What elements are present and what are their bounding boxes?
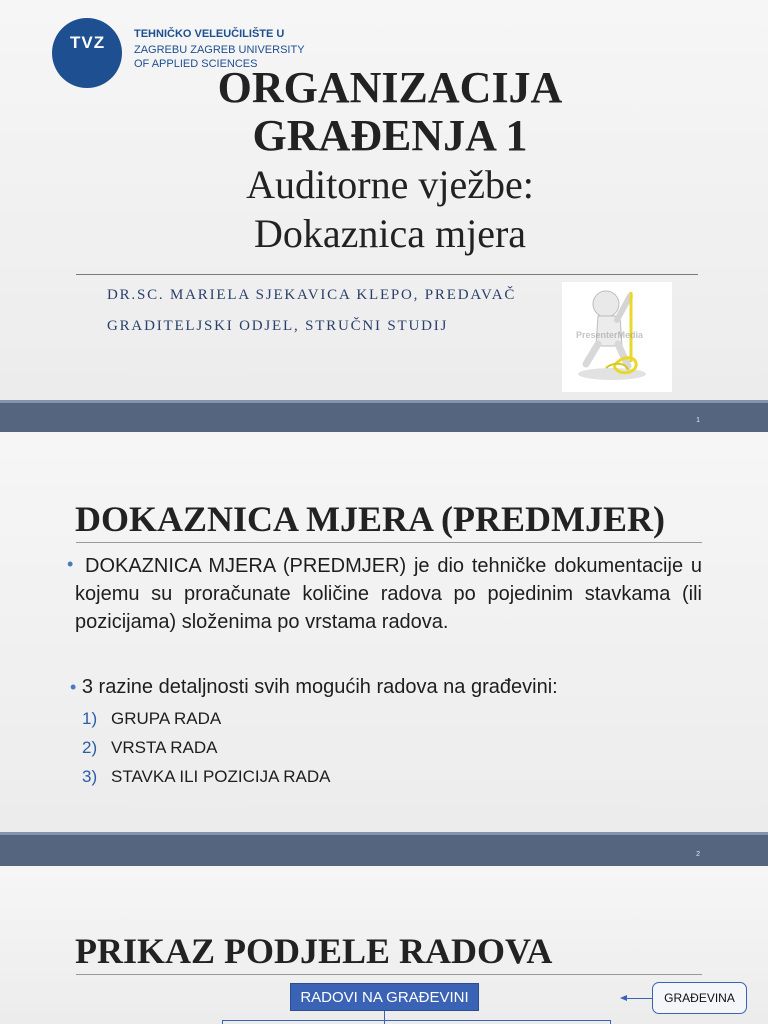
definition-paragraph (67, 552, 702, 636)
slide-podjela-radova (0, 866, 768, 1024)
slide-3-heading: PRIKAZ PODJELE RADOVA (75, 931, 553, 971)
tvz-logo-mark: TVZ (70, 33, 106, 52)
logo-line-2: ZAGREBU ZAGREB UNIVERSITY (134, 44, 305, 56)
tree-connector-left (222, 1020, 223, 1024)
slide-dokaznica (0, 432, 768, 832)
bullet-marker: • (67, 554, 74, 574)
building-label-box: GRAĐEVINA (652, 982, 747, 1014)
slide-title (0, 0, 768, 400)
author-line: DR.SC. MARIELA SJEKAVICA KLEPO, PREDAVAČ (107, 287, 517, 303)
logo-line-1: TEHNIČKO VELEUČILIŠTE U (134, 28, 285, 40)
tree-connector-horizontal (222, 1020, 610, 1021)
tree-connector-right (610, 1020, 611, 1024)
slide-2-footer-band (0, 832, 768, 866)
department-line: GRADITELJSKI ODJEL, STRUČNI STUDIJ (107, 318, 449, 334)
levels-text: 3 razine detaljnosti svih mogućih radova na građevini: (81, 676, 558, 698)
page-number-2: 2 (696, 851, 700, 858)
slide-1-footer-band (0, 400, 768, 432)
list-item: 2) VRSTA RADA (82, 738, 218, 757)
figure-with-measuring-tape-icon (562, 282, 672, 392)
heading-divider-3 (76, 974, 702, 975)
heading-divider (76, 542, 702, 543)
root-node-box: RADOVI NA GRAĐEVINI (290, 983, 479, 1011)
subtitle-line-2: Dokaznica mjera (253, 211, 527, 256)
list-item: 3) STAVKA ILI POZICIJA RADA (82, 767, 331, 786)
levels-bullet (70, 676, 558, 699)
arrow-line (626, 998, 652, 999)
title-line-1: ORGANIZACIJA (217, 63, 563, 112)
title-line-2: GRAĐENJA 1 (252, 111, 528, 160)
bullet-marker-2: • (70, 677, 77, 697)
list-item: 1) GRUPA RADA (82, 709, 222, 728)
watermark-text: PresenterMedia (576, 330, 644, 340)
subtitle-line-1: Auditorne vježbe: (246, 162, 534, 207)
page-number-1: 1 (696, 417, 700, 424)
slide-2-heading: DOKAZNICA MJERA (PREDMJER) (75, 499, 665, 539)
levels-list (82, 704, 331, 791)
arrow-left-icon (620, 995, 627, 1001)
logo-line-3: OF APPLIED SCIENCES (134, 58, 258, 70)
title-divider (76, 274, 698, 275)
definition-text: DOKAZNICA MJERA (PREDMJER) je dio tehničke dokumentacije u kojemu su proračunate količine radova po pojedinim stavkama (ili pozicijama) složenima po vrstama radova. (75, 555, 702, 633)
tree-connector-vertical (384, 1011, 385, 1024)
